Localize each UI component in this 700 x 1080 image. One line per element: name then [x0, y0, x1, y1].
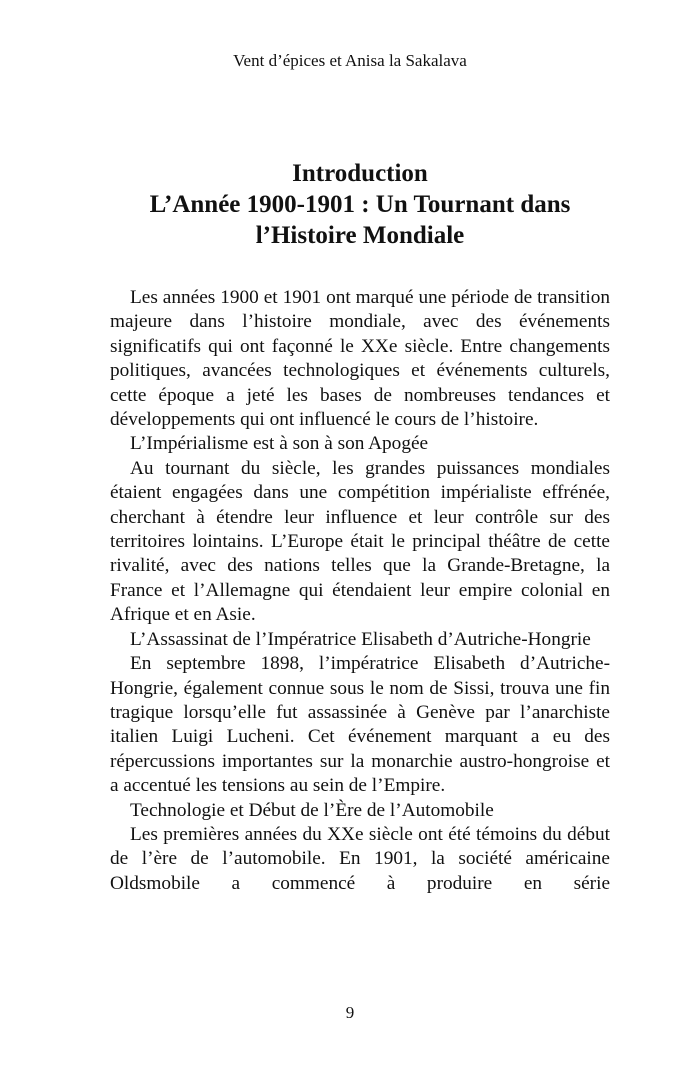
subheading-imperialism: L’Impérialisme est à son à son Apogée — [130, 433, 429, 455]
paragraph-intro: Les années 1900 et 1901 ont marqué une période de transition majeure dans l’histoire mondiale, avec des événements significatifs qui ont façonné le XXe siècle. Entre changements politiques, avancées technologiques et événements culturels, cette époque a jeté les bases de nombreuses tendances et développements qui ont influencé le cours de l’histoire. — [110, 287, 610, 431]
chapter-title-line-3: l’Histoire Mondiale — [255, 222, 465, 249]
paragraph-assassination: En septembre 1898, l’impératrice Elisabeth d’Autriche-Hongrie, également connue sous le nom de Sissi, trouva une fin tragique lorsqu’elle fut assassinée à Genève par l’anarchiste italien Luigi Lucheni. Cet événement marquant a eu des répercussions importantes sur la monarchie austro-hongroise et a accentué les tensions au sein de l’Empire. — [110, 653, 610, 797]
page-number: 9 — [345, 1003, 355, 1022]
chapter-title — [110, 158, 610, 251]
paragraph-imperialism: Au tournant du siècle, les grandes puissances mondiales étaient engagées dans une compétition impérialiste effrénée, cherchant à étendre leur influence et leur contrôle sur des territoires lointains. L’Europe était le principal théâtre de cette rivalité, avec des nations telles que la Grande-Bretagne, la France et l’Allemagne qui étendaient leur empire colonial en Afrique et en Asie. — [110, 457, 610, 626]
paragraph-automobile: Les premières années du XXe siècle ont été témoins du début de l’ère de l’automobile. En 1901, la société américaine Oldsmobile a commencé à produire en série — [110, 823, 610, 894]
subheading-automobile: Technologie et Début de l’Ère de l’Automobile — [130, 799, 494, 821]
running-header: Vent d’épices et Anisa la Sakalava — [233, 51, 467, 70]
subheading-assassination: L’Assassinat de l’Impératrice Elisabeth d’Autriche-Hongrie — [130, 628, 591, 650]
chapter-title-line-1: Introduction — [292, 160, 428, 187]
chapter-title-line-2: L’Année 1900-1901 : Un Tournant dans — [149, 191, 571, 218]
body-text — [110, 286, 610, 896]
